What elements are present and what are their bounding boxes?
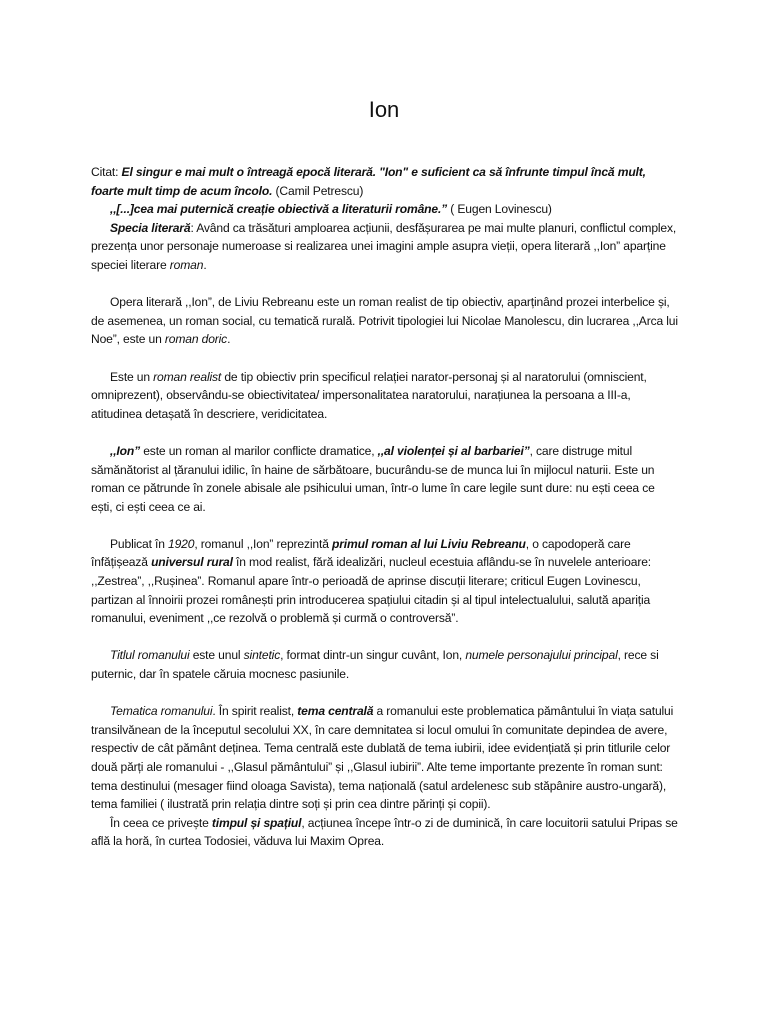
paragraph-text: , romanul ,,Ion” reprezintă xyxy=(194,536,332,551)
paragraph-text: de tip obiectiv prin specificul relației narator-personaj și al naratorului (omniscient, omniprezent), observându-se obiectivitatea/ impersonalitatea naratorului, narațiunea la persoana a III-a, atitudinea detașată în descriere, veridicitatea. xyxy=(91,369,647,421)
emphasis-term: primul roman al lui Liviu Rebreanu xyxy=(331,536,526,551)
emphasis-term: roman doric xyxy=(164,332,228,347)
paragraph-text: Opera literară ,,Ion”, de Liviu Rebreanu este un roman realist de tip obiectiv, aparținând prozei interbelice și, de asemenea, un roman social, cu tematică rurală. Potrivit tipologiei lui Nicolae Manolescu, din lucrarea ,,Arca lui Noe”, este un xyxy=(91,295,678,347)
paragraph-text: în mod realist, fără idealizări, nucleul ecestuia aflându-se în nuvelele anterioare: ,,Zestrea”, ,,Rușinea”. Romanul apare într-o perioadă de aprinse discuții literare; criticul Eugen Lovinescu, partizan al înnoirii prozei românești prin introducerea spațiului citadin și al tipul intelectualului, salută apariția romanului, eveniment ,,ce rezolvă o problemă și curmă o controversă”. xyxy=(91,555,651,626)
quote-paragraph-2 xyxy=(91,200,679,219)
paragraph-species xyxy=(91,219,679,275)
paragraph-title xyxy=(91,646,679,683)
emphasis-term: numele personajului principal xyxy=(465,648,618,663)
quote-text: El singur e mai mult o întreagă epocă literară. "Ion" e suficient ca să înfrunte timpul încă mult, foarte mult timp de acum încolo. xyxy=(91,165,646,198)
paragraph-conflicts xyxy=(91,442,679,516)
paragraph-published xyxy=(91,535,679,628)
paragraph-text: este unul xyxy=(189,648,244,663)
quote-text: ,,[...]cea mai puternică creație obiectivă a literaturii române.” xyxy=(110,202,448,217)
paragraph-text: Este un xyxy=(110,369,154,384)
emphasis-term: timpul și spațiul xyxy=(211,815,302,830)
paragraph-text: , format dintr-un singur cuvânt, Ion, xyxy=(280,648,466,663)
paragraph-text: . În spirit realist, xyxy=(212,704,298,719)
emphasis-term: Titlul romanului xyxy=(110,648,190,663)
paragraph-text: Publicat în xyxy=(110,536,169,551)
document-title: Ion xyxy=(368,97,400,122)
paragraph-text: În ceea ce privește xyxy=(110,815,212,830)
paragraph-end: . xyxy=(203,257,207,272)
emphasis-term: tema centrală xyxy=(297,704,374,719)
emphasis-term: roman realist xyxy=(153,369,222,384)
paragraph-text: , care distruge mitul sămănătorist al țăranului idilic, în haine de sărbătoare, bucurându-se de munca lui în mijlocul naturii. Este un roman ce pătrunde în zonele abisale ale psihicului uman, într-o lume în care legile sunt dure: nu ești ceea ce ești, ci ești ceea ce ai. xyxy=(91,443,655,514)
emphasis-term: ,,Ion” xyxy=(110,443,141,458)
paragraph-author xyxy=(91,293,679,349)
quote-paragraph-1 xyxy=(91,163,679,200)
emphasis-term: universul rural xyxy=(151,555,233,570)
document-body xyxy=(91,163,679,851)
emphasis-term: sintetic xyxy=(243,648,281,663)
emphasis-term: roman xyxy=(169,257,204,272)
paragraph-realist xyxy=(91,368,679,424)
quote-label: Citat: xyxy=(91,165,122,179)
quote-author: ( Eugen Lovinescu) xyxy=(447,202,552,217)
quote-author: (Camil Petrescu) xyxy=(272,183,364,198)
paragraph-time-space xyxy=(91,814,679,851)
emphasis-term: 1920 xyxy=(168,536,195,551)
emphasis-term: ,,al violenței și al barbariei” xyxy=(377,443,530,458)
paragraph-text: : Având ca trăsături amploarea acțiunii, desfășurarea pe mai multe planuri, conflictul complex, prezența unor personaje numeroase si realizarea unei imagini ample asupra vieții, opera literară ,,Ion” aparține speciei literare xyxy=(91,220,677,272)
paragraph-text: , rece si puternic, dar în spatele căruia mocnesc pasiunile. xyxy=(91,648,659,682)
emphasis-term: Tematica romanului xyxy=(110,704,213,719)
paragraph-theme xyxy=(91,702,679,814)
paragraph-text: , acțiunea începe într-o zi de duminică, în care locuitorii satului Pripas se află la horă, în curtea Todosiei, văduva lui Maxim Oprea. xyxy=(91,815,678,849)
paragraph-text: a romanului este problematica pământului în viața satului transilvănean de la începutul secolului XX, în care demnitatea si locul omului în comunitate depindea de avere, respectiv de cât pământ deținea. Tema centrală este dublată de tema iubirii, idee evidențiată și prin titlurile celor două părți ale romanului - ,,Glasul pământului” și ,,Glasul iubirii”. Alte teme importante prezente în roman sunt: tema destinului (mesager fiind oloaga Savista), tema națională (satul ardelenesc sub stăpânire austro-ungară), tema familiei ( ilustrată prin relația dintre soți și prin cea dintre părinți și copii). xyxy=(91,704,674,812)
paragraph-text: , o capodoperă care înfățișează xyxy=(91,536,631,570)
section-label: Specia literară xyxy=(110,220,191,235)
paragraph-end: . xyxy=(227,332,231,347)
paragraph-text: este un roman al marilor conflicte dramatice, xyxy=(140,443,378,458)
